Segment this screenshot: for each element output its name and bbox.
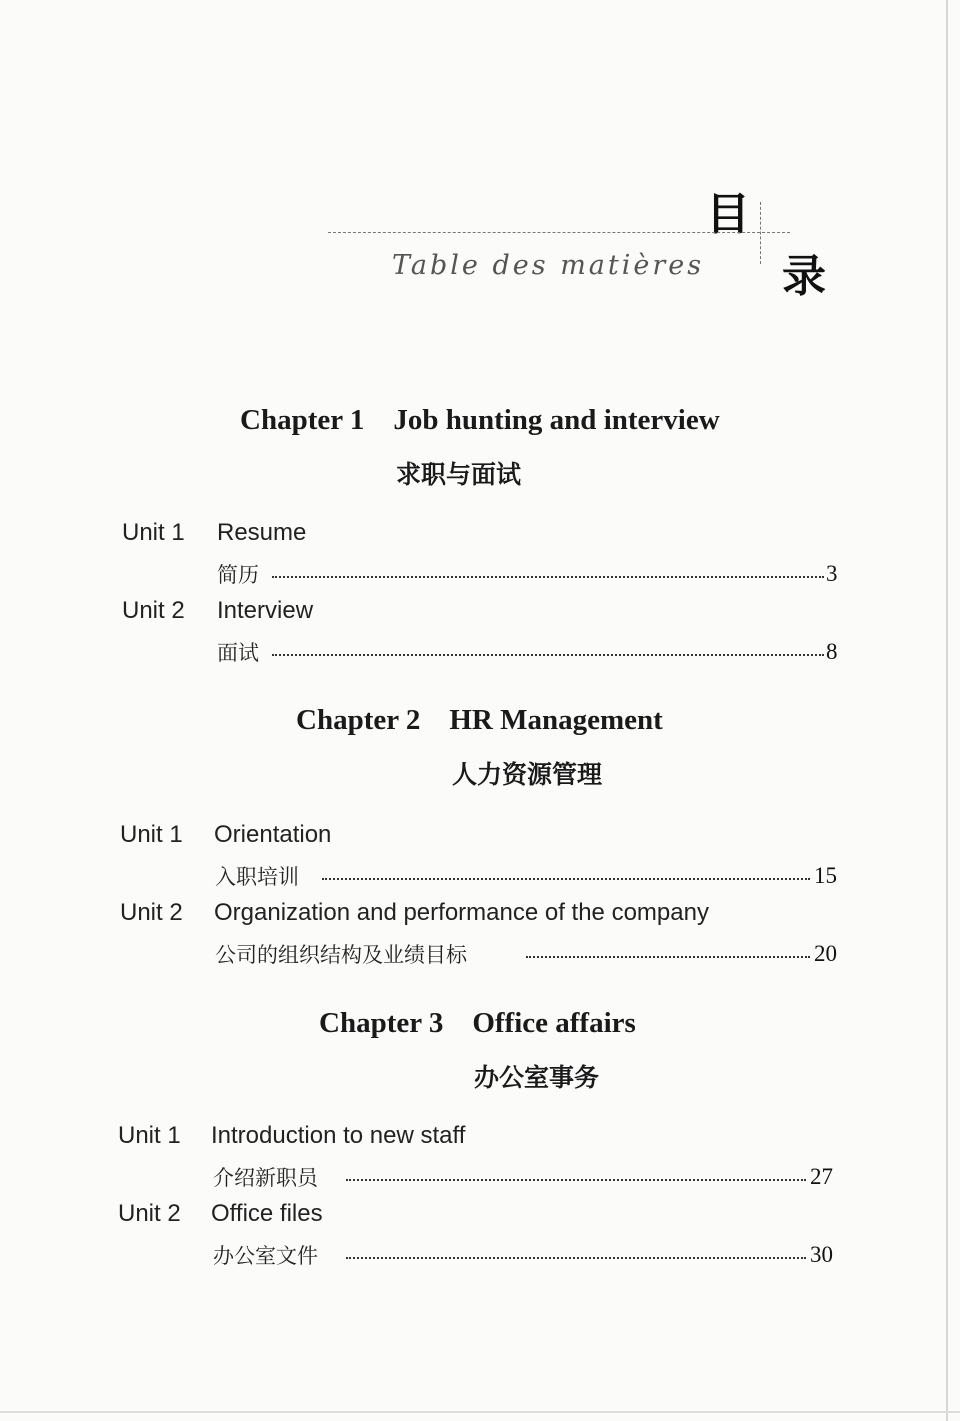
toc-title-char-1: 目 [706,189,750,240]
chapter-title-cn: 办公室事务 [474,1063,600,1092]
page-number: 30 [810,1242,833,1267]
toc-subtitle: Table des matières [392,250,705,281]
dot-leader [272,654,824,656]
chapter-title-cn: 人力资源管理 [452,760,603,789]
title-divider-vertical [760,202,761,264]
unit-title-cn: 入职培训 [215,865,299,889]
unit-title-cn: 办公室文件 [213,1244,318,1268]
unit-title: Office files [211,1200,323,1227]
page-number: 8 [826,639,838,664]
dot-leader [526,956,810,958]
unit-label: Unit 2 [122,597,185,624]
toc-title-char-2: 录 [782,251,826,302]
unit-label: Unit 2 [120,899,183,926]
unit-label: Unit 1 [120,821,183,848]
unit-label: Unit 1 [122,519,185,546]
page-number: 15 [814,863,837,888]
page-edge [946,0,948,1421]
unit-title-cn: 面试 [217,641,259,665]
unit-title-cn: 公司的组织结构及业绩目标 [215,943,467,967]
unit-title: Interview [217,597,314,624]
page-number: 3 [826,561,838,586]
dot-leader [272,576,824,578]
unit-title-cn: 简历 [217,563,259,587]
unit-title-cn: 介绍新职员 [213,1166,318,1190]
unit-title: Introduction to new staff [211,1122,466,1149]
title-divider [328,232,790,233]
unit-title: Resume [217,519,307,546]
page-number: 27 [810,1164,833,1189]
unit-label: Unit 1 [118,1122,181,1149]
chapter-title: Chapter 2 HR Management [296,704,663,736]
dot-leader [346,1179,806,1181]
chapter-title: Chapter 1 Job hunting and interview [240,404,720,436]
unit-title: Organization and performance of the company [214,899,709,926]
chapter-title-cn: 求职与面试 [396,460,522,489]
dot-leader [346,1257,806,1259]
page-number: 20 [814,941,837,966]
unit-label: Unit 2 [118,1200,181,1227]
page-edge-bottom [0,1411,960,1413]
dot-leader [322,878,810,880]
unit-title: Orientation [214,821,332,848]
chapter-title: Chapter 3 Office affairs [319,1007,636,1039]
